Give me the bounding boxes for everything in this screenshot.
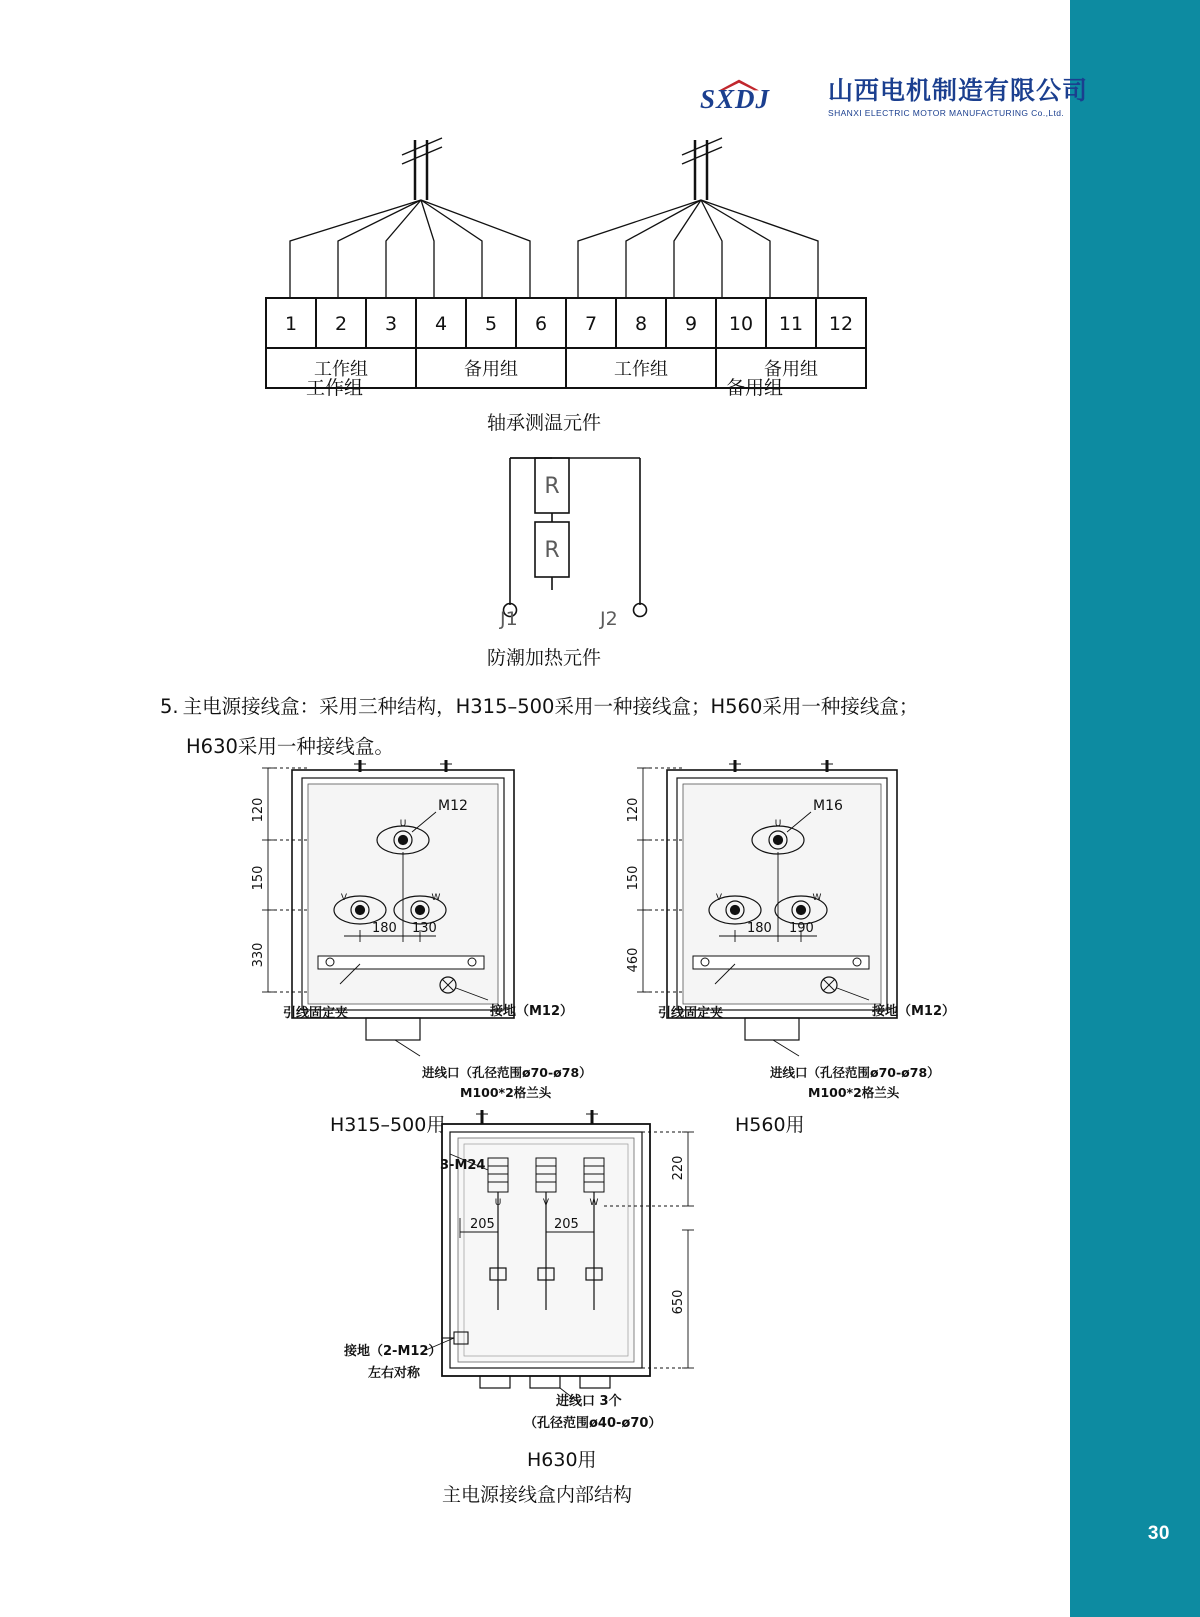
inlet-label-h630-line2: （孔径范围ø40-ø70） (524, 1416, 662, 1431)
junction-box-h560-drawing (615, 760, 965, 1080)
terminal-number: 1 (284, 313, 298, 335)
phase-label-v: V (340, 893, 348, 903)
paragraph-5 (160, 688, 1060, 725)
dimension-150: 150 (251, 865, 266, 891)
dimension-220: 220 (671, 1155, 686, 1181)
terminal-number: 12 (828, 313, 854, 335)
company-logo (700, 78, 1088, 118)
terminal-number: 8 (634, 313, 648, 335)
paragraph-line-2: H630采用一种接线盒。 (186, 735, 394, 758)
group-label: 备用组 (764, 359, 818, 380)
dimension-120: 120 (626, 797, 641, 823)
group-label: 备用组 (464, 359, 518, 380)
terminal-number: 3 (384, 313, 398, 335)
junction-box-h630-drawing (330, 1110, 750, 1450)
terminal-number: 4 (434, 313, 448, 335)
terminal-number: 7 (584, 313, 598, 335)
dimension-130: 130 (412, 921, 437, 936)
dimension-190: 190 (789, 921, 814, 936)
heater-diagram-caption: 防潮加热元件 (487, 647, 602, 669)
page-number: 30 (1147, 1523, 1170, 1544)
phase-label-u: U (774, 819, 782, 829)
company-name-en: SHANXI ELECTRIC MOTOR MANUFACTURING Co.,Ltd. (828, 108, 1065, 118)
dimension-180: 180 (372, 921, 397, 936)
dimension-120: 120 (251, 797, 266, 823)
phase-label-u: U (399, 819, 407, 829)
right-accent-band (1070, 0, 1200, 1617)
inlet-label-h560-line1: 进线口（孔径范围ø70-ø78） (770, 1065, 940, 1080)
bolt-label-m12: M12 (438, 798, 468, 814)
ground-label-h560: 接地（M12） (872, 1004, 956, 1019)
dimension-330: 330 (251, 942, 266, 968)
group-label: 工作组 (314, 359, 368, 380)
ground-label-h630-line1: 接地（2-M12） (344, 1344, 442, 1359)
junction-box-h315-500-drawing (240, 760, 590, 1080)
terminal-diagram-caption: 轴承测温元件 (487, 412, 602, 434)
caption-h630: H630用 (527, 1449, 597, 1471)
phase-label-w: W (431, 893, 441, 903)
phase-label-w: W (812, 893, 822, 903)
dimension-650: 650 (671, 1289, 686, 1315)
terminal-bottom-left-label: 工作组 (306, 377, 364, 399)
terminal-number: 11 (778, 313, 804, 335)
caption-h630-sub: 主电源接线盒内部结构 (442, 1484, 633, 1506)
logo-mark-icon (700, 78, 818, 118)
inlet-label-h560-line2: M100*2格兰头 (808, 1085, 900, 1100)
inlet-label-h315-line2: M100*2格兰头 (460, 1085, 552, 1100)
dimension-150: 150 (626, 865, 641, 891)
clamp-label-h315: 引线固定夹 (283, 1006, 349, 1021)
caption-h560: H560用 (735, 1114, 805, 1136)
inlet-label-h630-line1: 进线口 3个 (556, 1394, 622, 1409)
phase-label-v: V (542, 1198, 550, 1208)
dimension-180: 180 (747, 921, 772, 936)
terminal-number: 10 (728, 313, 754, 335)
ground-label-h630-line2: 左右对称 (368, 1366, 421, 1381)
paragraph-number: 5. (160, 695, 179, 718)
paragraph-line-1: 主电源接线盒：采用三种结构，H315–500采用一种接线盒；H560采用一种接线盒； (182, 695, 919, 718)
logo-text: SXDJ (700, 84, 771, 114)
company-name-cn: 山西电机制造有限公司 (828, 76, 1089, 105)
clamp-label-h560: 引线固定夹 (658, 1006, 724, 1021)
inlet-label-h315-line1: 进线口（孔径范围ø70-ø78） (422, 1065, 592, 1080)
resistor-label: R (544, 538, 560, 563)
heater-terminal-label-j2: J2 (600, 608, 618, 630)
terminal-number: 2 (334, 313, 348, 335)
bolt-label-m16: M16 (813, 798, 843, 814)
dimension-460: 460 (626, 947, 641, 973)
phase-label-v: V (715, 893, 723, 903)
group-label: 工作组 (614, 359, 668, 380)
phase-label-w: W (589, 1198, 599, 1208)
terminal-number: 5 (484, 313, 498, 335)
terminal-bottom-right-label: 备用组 (726, 377, 784, 399)
phase-label-u: U (494, 1198, 502, 1208)
dimension-205-left: 205 (470, 1217, 495, 1232)
ground-label-h315: 接地（M12） (490, 1004, 574, 1019)
caption-h315-500: H315–500用 (330, 1114, 446, 1136)
resistor-label: R (544, 474, 560, 499)
heater-terminal-label-j1: J1 (500, 608, 518, 630)
dimension-205-right: 205 (554, 1217, 579, 1232)
terminal-number: 6 (534, 313, 548, 335)
terminal-number: 9 (684, 313, 698, 335)
bolt-label-3-m24: 3-M24 (440, 1158, 486, 1173)
